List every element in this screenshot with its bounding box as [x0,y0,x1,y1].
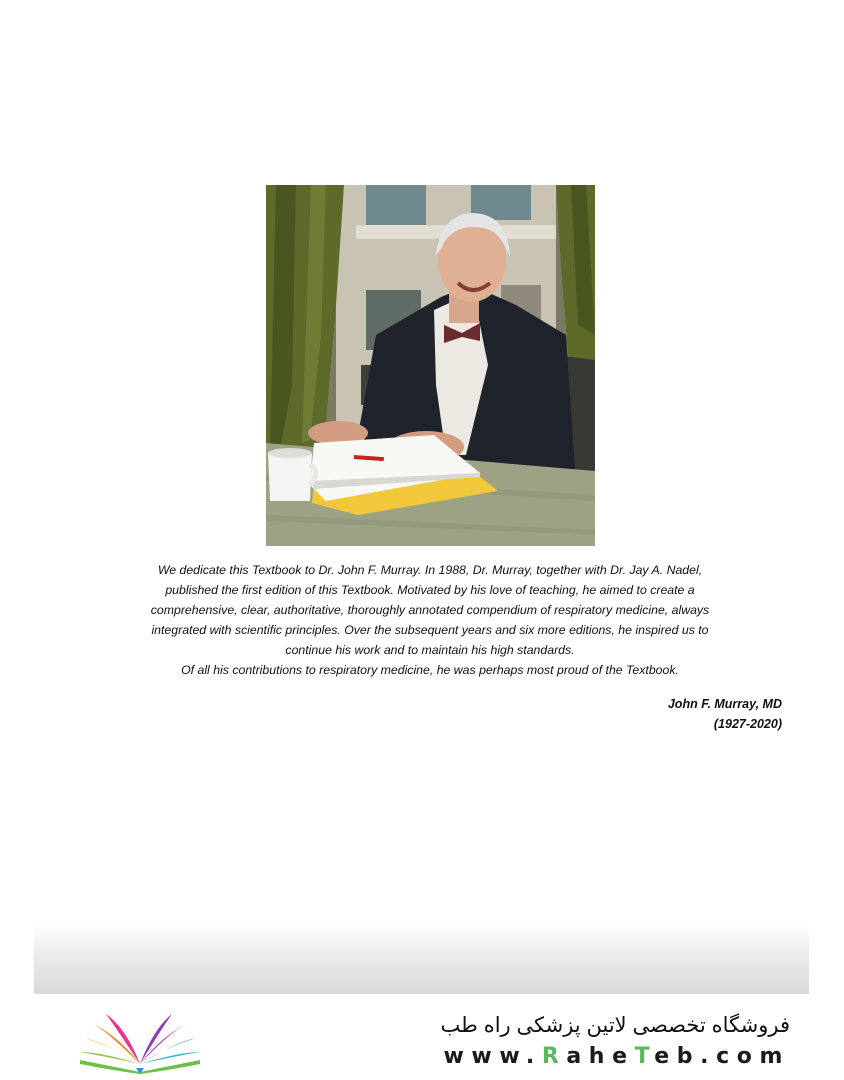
dedication-line: continue his work and to maintain his high standards. [285,643,575,657]
footer-gradient-band [34,922,809,994]
signature-name: John F. Murray, MD [667,697,782,711]
signature-block [668,694,782,734]
dedication-line: comprehensive, clear, authoritative, thoroughly annotated compendium of respiratory medicine, always [150,603,710,617]
signature-years: (1927-2020) [713,717,782,731]
dedication-line: Of all his contributions to respiratory medicine, he was perhaps most proud of the Textbook. [181,663,679,677]
store-url[interactable] [443,1044,790,1069]
url-suffix: eb.com [654,1044,790,1069]
dedication-line: integrated with scientific principles. Over the subsequent years and six more editions, he inspired us to [151,623,709,637]
url-accent-t: T [634,1044,655,1069]
dedication-line: We dedicate this Textbook to Dr. John F. Murray. In 1988, Dr. Murray, together with Dr. Jay A. Nadel, [157,563,703,577]
store-name: فروشگاه تخصصی لاتین پزشکی راه طب [440,1014,790,1037]
url-prefix: www. [443,1044,542,1069]
url-middle: ahe [566,1044,635,1069]
dedication-line: published the first edition of this Textbook. Motivated by his love of teaching, he aimed to create a [165,583,695,597]
portrait-photo [266,185,595,546]
open-book-logo-icon [76,1008,204,1074]
dedication-text [100,560,760,680]
url-accent-r: R [541,1044,567,1069]
